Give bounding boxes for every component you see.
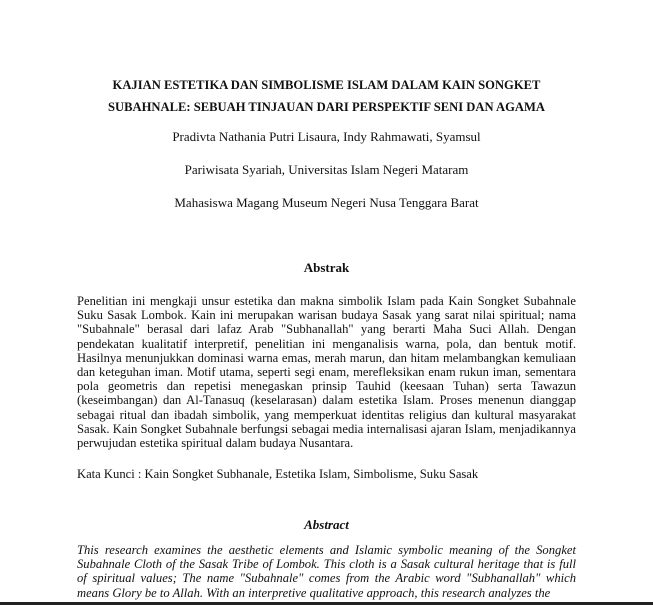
abstract-heading: Abstract bbox=[304, 517, 349, 532]
abstrak-heading: Abstrak bbox=[303, 260, 350, 275]
affiliation-1: Pariwisata Syariah, Universitas Islam Negeri Mataram bbox=[184, 162, 469, 177]
keywords: Kata Kunci : Kain Songket Subhanale, Estetika Islam, Simbolisme, Suku Sasak bbox=[77, 467, 479, 481]
abstrak-body: Penelitian ini mengkaji unsur estetika dan makna simbolik Islam pada Kain Songket Subahnale Suku Sasak Lombok. Kain ini merupakan warisan budaya Sasak yang sarat nilai spiritual; nama "Subahnale" berasal dari lafaz Arab "Subhanallah" yang berarti Maha Suci Allah. Dengan pendekatan kualitatif interpretif, penelitian ini menganalisis warna, pola, dan bentuk motif. Hasilnya menunjukkan dominasi warna emas, merah marun, dan hitam melambangkan kemuliaan dan keteguhan iman. Motif utama, seperti segi enam, merefleksikan enam rukun iman, sementara pola geometris dan repetisi menegaskan prinsip Tauhid (keesaan Tuhan) serta Tawazun (keseimbangan) dan Al-Tanasuq (keselarasan) dalam estetika Islam. Proses menenun dianggap sebagai ritual dan ibadah simbolik, yang memperkuat identitas religius dan kultural masyarakat Sasak. Kain Songket Subahnale berfungsi sebagai media internalisasi ajaran Islam, menjadikannya perwujudan estetika spiritual dalam budaya Nusantara. bbox=[77, 294, 576, 451]
authors: Pradivta Nathania Putri Lisaura, Indy Rahmawati, Syamsul bbox=[172, 129, 481, 144]
affiliation-2: Mahasiswa Magang Museum Negeri Nusa Tenggara Barat bbox=[174, 195, 479, 210]
title-line-2: SUBAHNALE: SEBUAH TINJAUAN DARI PERSPEKTIF SENI DAN AGAMA bbox=[108, 100, 545, 114]
paper-title bbox=[60, 74, 593, 118]
abstract-body: This research examines the aesthetic elements and Islamic symbolic meaning of the Songket Subahnale Cloth of the Sasak Tribe of Lombok. This cloth is a Sasak cultural heritage that is full of spiritual values; The name "Subahnale" comes from the Arabic word "Subhanallah" which means Glory be to Allah. With an interpretive qualitative approach, this research analyzes the bbox=[77, 543, 576, 600]
title-line-1: KAJIAN ESTETIKA DAN SIMBOLISME ISLAM DALAM KAIN SONGKET bbox=[112, 78, 541, 92]
